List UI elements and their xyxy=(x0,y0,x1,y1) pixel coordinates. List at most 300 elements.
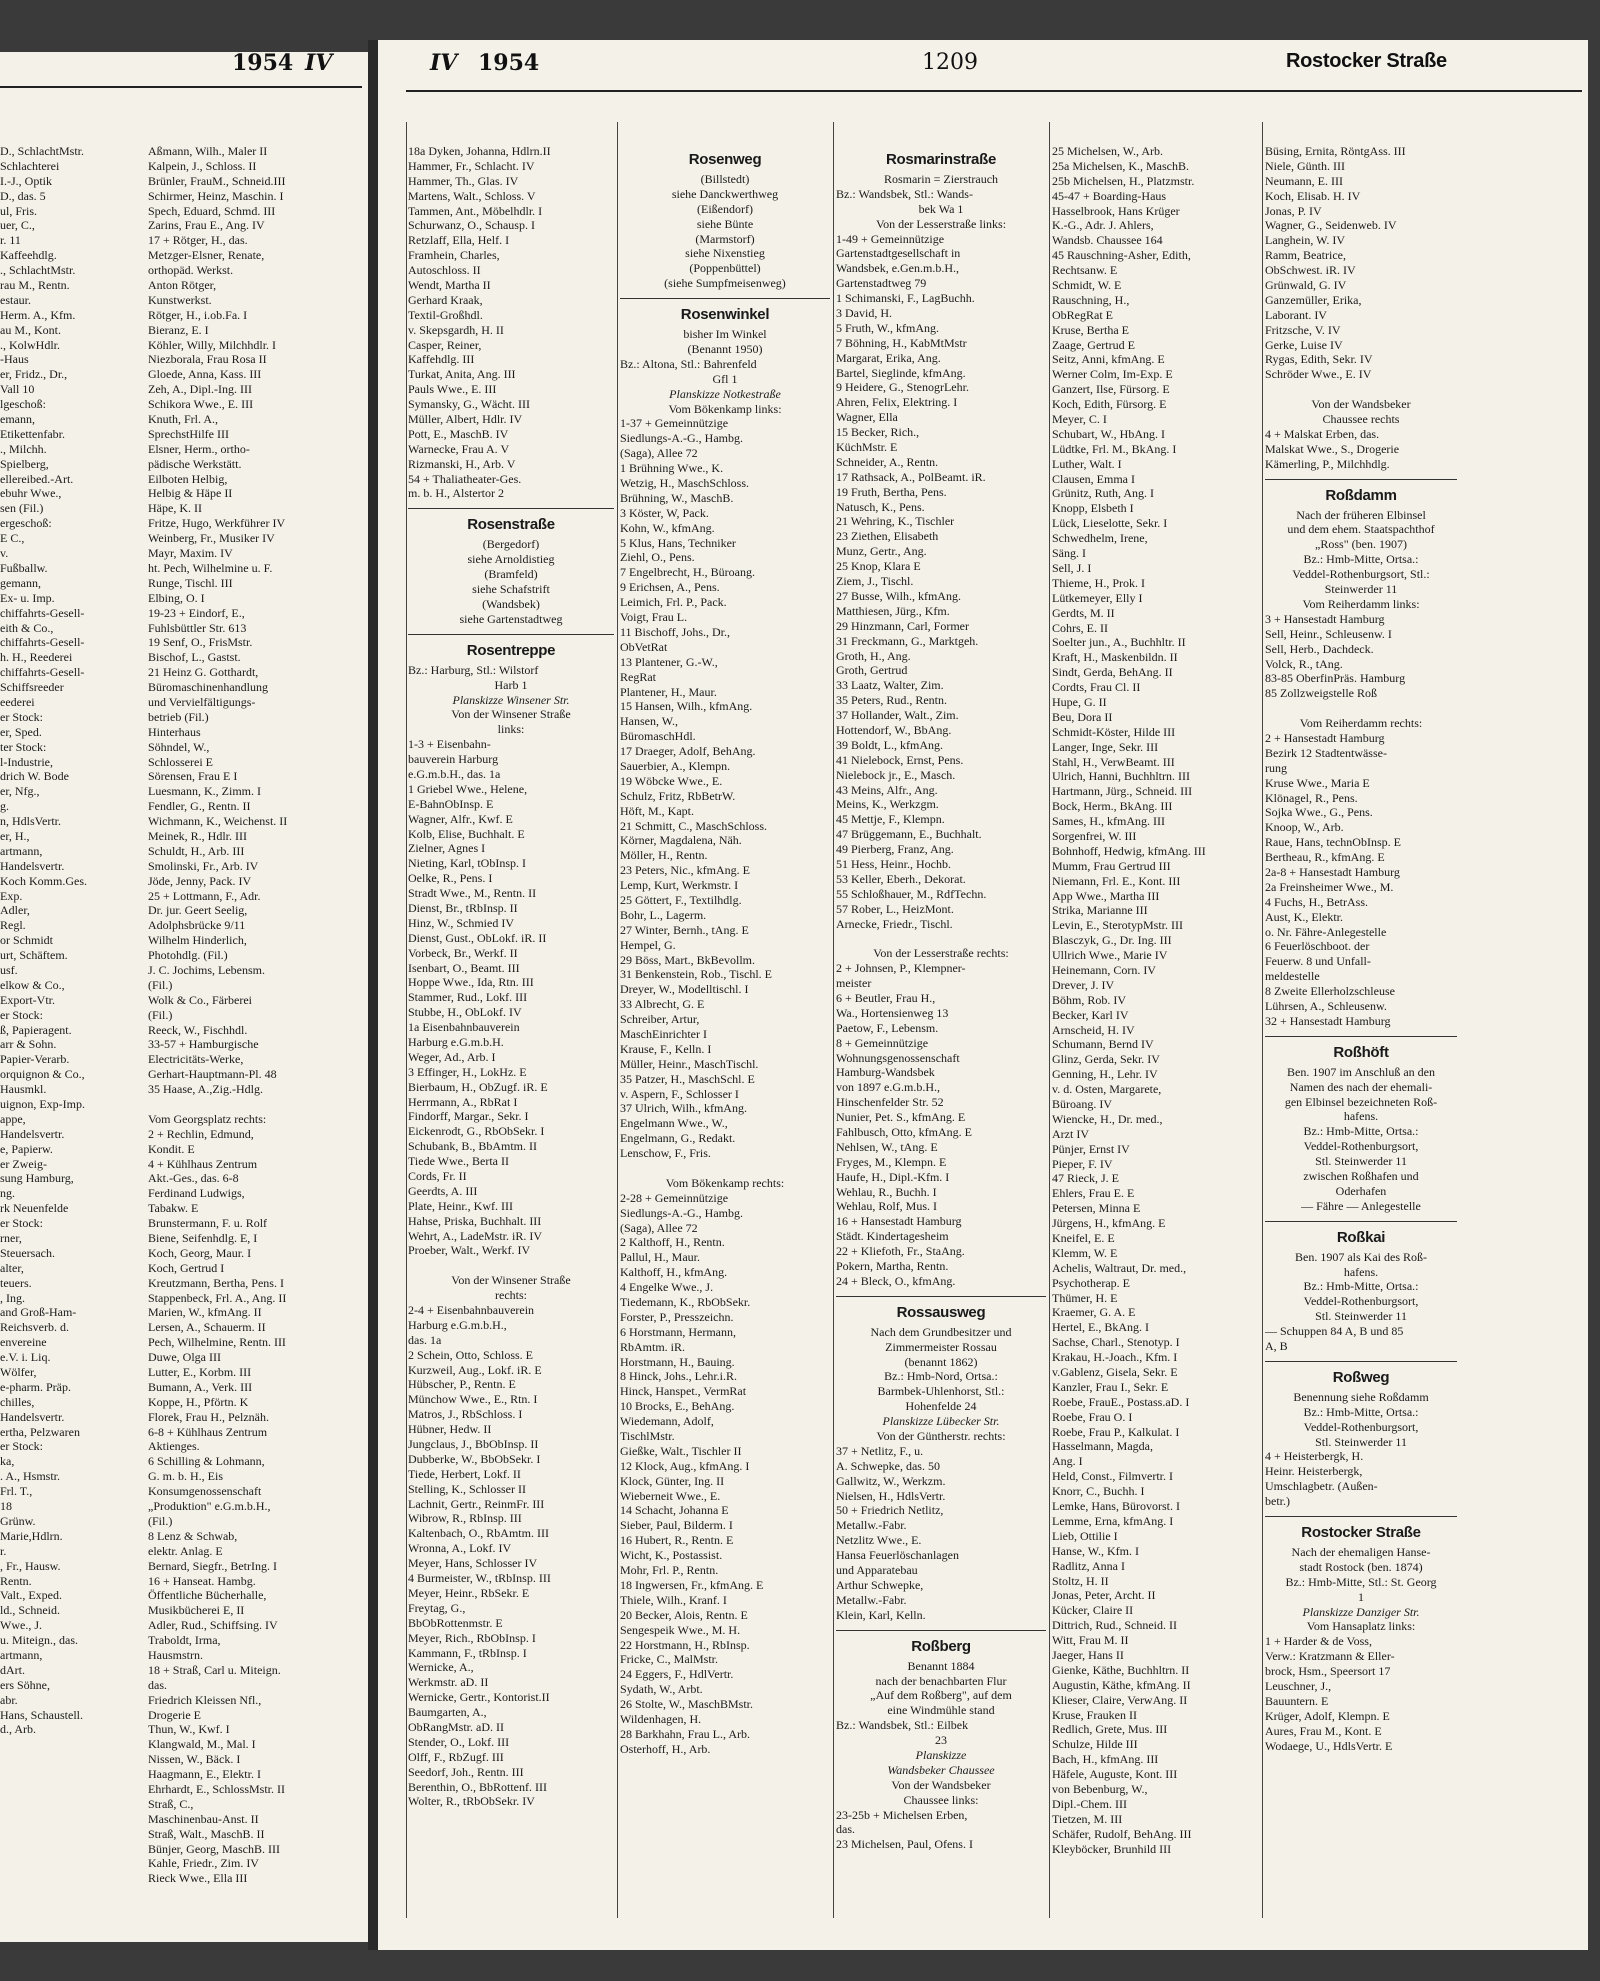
directory-entry: 13 Plantener, G.-W., xyxy=(620,654,718,669)
directory-entry: Schlosserei E xyxy=(148,754,213,769)
directory-entry: Kondit. E xyxy=(148,1141,195,1156)
directory-entry: Tiede, Herbert, Lokf. II xyxy=(408,1466,521,1481)
directory-entry: uer, C., xyxy=(0,218,35,233)
directory-entry: Hansa Feuerlöschanlagen xyxy=(836,1548,959,1563)
directory-entry: Schröder Wwe., E. IV xyxy=(1265,367,1372,382)
directory-entry: Köhler, Willy, Milchhdlr. I xyxy=(148,337,277,352)
directory-entry: 1 + Harder & de Voss, xyxy=(1265,1634,1372,1649)
directory-entry: Knopp, Elsbeth I xyxy=(1052,501,1134,516)
directory-entry: emann, xyxy=(0,412,35,427)
directory-entry: Kurzweil, Aug., Lokf. iR. E xyxy=(408,1362,542,1377)
directory-entry: ebuhr Wwe., xyxy=(0,486,62,501)
directory-entry: Neumann, E. III xyxy=(1265,173,1343,188)
directory-entry: Leimich, Frl. P., Pack. xyxy=(620,595,727,610)
street-heading: Rostocker Straße xyxy=(1301,1524,1421,1542)
directory-entry: Wagner, G., Seidenweb. IV xyxy=(1265,218,1397,233)
directory-entry: Wildenhagen, H. xyxy=(620,1711,702,1726)
directory-entry: Lemp, Kurt, Werkmstr. I xyxy=(620,878,739,893)
directory-entry: Wibrow, R., RbInsp. III xyxy=(408,1511,522,1526)
directory-entry: Feuerw. 8 und Unfall- xyxy=(1265,954,1371,969)
directory-entry: Dittrich, Rud., Schneid. II xyxy=(1052,1618,1177,1633)
directory-entry: Laborant. IV xyxy=(1265,307,1327,322)
right-column-4 xyxy=(1052,144,1260,1856)
directory-entry: Psychotherap. E xyxy=(1052,1275,1130,1290)
directory-entry: ObRangMstr. aD. II xyxy=(408,1719,504,1734)
directory-entry: Wa., Hortensienweg 13 xyxy=(836,1005,949,1020)
directory-entry: Petersen, Minna E xyxy=(1052,1201,1141,1216)
directory-entry: Forster, P., Presszeichn. xyxy=(620,1309,734,1324)
directory-entry: Cordts, Frau Cl. II xyxy=(1052,680,1141,695)
directory-entry: and Groß-Ham- xyxy=(0,1305,77,1320)
directory-entry: Ziehl, O., Pens. xyxy=(620,550,695,565)
directory-entry: Raue, Hans, technObInsp. E xyxy=(1265,835,1401,850)
directory-entry: Osterhoff, H., Arb. xyxy=(620,1741,711,1756)
directory-entry: 3 + Hansestadt Hamburg xyxy=(1265,611,1385,626)
directory-entry: Bartel, Sieglinde, kfmAng. xyxy=(836,365,966,380)
directory-entry: 1-3 + Eisenbahn- xyxy=(408,737,491,752)
directory-entry: Rizmanski, H., Arb. V xyxy=(408,456,516,471)
directory-entry: Bz.: Wandsbek, Stl.: Wands- xyxy=(836,186,973,201)
directory-entry: Handelsvertr. xyxy=(0,858,65,873)
directory-entry: E-BahnObInsp. E xyxy=(408,796,494,811)
directory-entry: Fritzsche, V. IV xyxy=(1265,322,1341,337)
directory-entry: Ex- u. Imp. xyxy=(0,590,55,605)
centered-note: Bz.: Hmb-Mitte, Ortsa.: xyxy=(1303,1279,1419,1294)
directory-entry: 8 + Gemeinnützige xyxy=(836,1035,929,1050)
directory-entry: Sauerbier, A., Klempn. xyxy=(620,758,731,773)
directory-entry: Schubank, B., BbAmtm. II xyxy=(408,1139,537,1154)
directory-entry: rk Neuenfelde xyxy=(0,1201,69,1216)
directory-entry: Natusch, K., Pens. xyxy=(836,499,925,514)
directory-entry: 37 Ulrich, Wilh., kfmAng. xyxy=(620,1101,747,1116)
directory-entry: 29 Böss, Mart., BkBevollm. xyxy=(620,952,756,967)
directory-entry: envereine xyxy=(0,1335,47,1350)
directory-entry: 23 Peters, Nic., kfmAng. E xyxy=(620,863,750,878)
directory-entry: Meyer, Rich., RbObInsp. I xyxy=(408,1630,536,1645)
directory-entry: Werkmstr. aD. II xyxy=(408,1675,489,1690)
directory-entry: Schneider, A., Rentn. xyxy=(836,454,939,469)
directory-entry: 5 Fruth, W., kfmAng. xyxy=(836,320,940,335)
directory-entry: chilles, xyxy=(0,1394,35,1409)
centered-note: Hohenfelde 24 xyxy=(905,1399,977,1414)
directory-entry: ter Stock: xyxy=(0,739,47,754)
directory-entry: Reichsverb. d. xyxy=(0,1320,69,1335)
centered-note: siehe Bünte xyxy=(696,216,754,231)
centered-note: Von der Winsener Straße xyxy=(451,1273,571,1288)
plan-sketch-note: Planskizze Winsener Str. xyxy=(452,692,570,707)
directory-entry: 55 Schloßhauer, M., RdfTechn. xyxy=(836,886,987,901)
directory-entry: Sengespeik Wwe., M. H. xyxy=(620,1622,741,1637)
directory-entry: 9 Erichsen, A., Pens. xyxy=(620,580,720,595)
directory-entry: Augustin, Käthe, kfmAng. II xyxy=(1052,1677,1191,1692)
directory-entry: Fricke, C., MalMstr. xyxy=(620,1652,718,1667)
centered-note: stadt Rostock (ben. 1874) xyxy=(1299,1559,1423,1574)
directory-entry: Aures, Frau M., Kont. E xyxy=(1265,1723,1382,1738)
directory-entry: Kolb, Elise, Buchhalt. E xyxy=(408,826,525,841)
directory-entry: Brunstermann, F. u. Rolf xyxy=(148,1216,268,1231)
directory-entry: 7 Böhning, H., KabMtMstr xyxy=(836,335,967,350)
directory-entry: Matros, J., RbSchloss. I xyxy=(408,1407,523,1422)
directory-entry: Kruse, Bertha E xyxy=(1052,322,1129,337)
directory-entry: lgeschoß: xyxy=(0,397,46,412)
centered-note: Ben. 1907 als Kai des Roß- xyxy=(1295,1249,1427,1264)
directory-entry: Kaffeehdlg. xyxy=(0,248,57,263)
directory-entry: 16 + Hanseat. Hambg. xyxy=(148,1573,256,1588)
directory-entry: Hans, Schaustell. xyxy=(0,1707,83,1722)
centered-note: „Ross" (ben. 1907) xyxy=(1315,537,1407,552)
directory-entry: Siedlungs-A.-G., Hambg. xyxy=(620,1205,743,1220)
centered-note: Chaussee links: xyxy=(903,1792,979,1807)
directory-entry: Klemm, W. E xyxy=(1052,1245,1118,1260)
directory-entry: Exp. xyxy=(0,888,23,903)
directory-entry: Adler, xyxy=(0,903,30,918)
directory-entry: 4 Burmeister, W., tRbInsp. III xyxy=(408,1571,551,1586)
directory-entry: 6-8 + Kühlhaus Zentrum xyxy=(148,1424,268,1439)
directory-entry: Bischof, L., Gastst. xyxy=(148,650,241,665)
directory-entry: 27 Winter, Bernh., tAng. E xyxy=(620,922,749,937)
directory-entry: g. xyxy=(0,799,9,814)
centered-note: Barmbek-Uhlenhorst, Stl.: xyxy=(877,1384,1005,1399)
directory-entry: Engelmann Wwe., W., xyxy=(620,1116,728,1131)
directory-entry: sung Hamburg, xyxy=(0,1171,74,1186)
centered-note: (siehe Sumpfmeisenweg) xyxy=(664,276,786,291)
directory-entry: Büromaschinenhandlung xyxy=(148,680,268,695)
directory-entry: Schumann, Bernd IV xyxy=(1052,1037,1154,1052)
directory-entry: Hammer, Th., Glas. IV xyxy=(408,173,519,188)
directory-entry: Gerdts, M. II xyxy=(1052,605,1115,620)
directory-entry: Traboldt, Irma, xyxy=(148,1633,221,1648)
directory-entry: Dipl.-Chem. III xyxy=(1052,1796,1127,1811)
directory-entry: Gienke, Käthe, Buchhltrn. II xyxy=(1052,1662,1190,1677)
directory-entry: Etikettenfabr. xyxy=(0,426,65,441)
centered-note: siehe Schafstrift xyxy=(472,582,550,597)
directory-entry: Wehlau, Rolf, Mus. I xyxy=(836,1199,938,1214)
directory-entry: ld., Schneid. xyxy=(0,1603,60,1618)
directory-entry: ObRegRat E xyxy=(1052,307,1113,322)
directory-entry: Tiede Wwe., Berta II xyxy=(408,1154,509,1169)
directory-entry: Bieranz, E. I xyxy=(148,322,209,337)
directory-entry: er, Fridz., Dr., xyxy=(0,367,68,382)
directory-entry: 45 Mettje, F., Klempn. xyxy=(836,812,945,827)
directory-entry: Plantener, H., Maur. xyxy=(620,684,717,699)
centered-note: (Wandsbek) xyxy=(482,596,540,611)
plan-sketch-note: Planskizze Notkestraße xyxy=(669,386,781,401)
centered-note: Vom Bökenkamp links: xyxy=(668,401,782,416)
directory-entry: au M., Kont. xyxy=(0,322,61,337)
directory-entry: 21 Wehring, K., Tischler xyxy=(836,514,955,529)
directory-entry: Electricitäts-Werke, xyxy=(148,1052,244,1067)
directory-entry: Hinz, W., Schmied IV xyxy=(408,915,514,930)
directory-entry: Wiencke, H., Dr. med., xyxy=(1052,1111,1163,1126)
directory-entry: Sell, Heinr., Schleusenw. I xyxy=(1265,626,1392,641)
directory-entry: 23-25b + Michelsen Erben, xyxy=(836,1807,968,1822)
directory-entry: D., das. 5 xyxy=(0,188,46,203)
directory-entry: Klein, Karl, Kelln. xyxy=(836,1607,926,1622)
centered-note: „Auf dem Roßberg", auf dem xyxy=(870,1688,1012,1703)
directory-entry: Fahlbusch, Otto, kfmAng. E xyxy=(836,1125,972,1139)
directory-entry: Roebe, Frau O. I xyxy=(1052,1409,1133,1424)
directory-entry: 37 Hollander, Walt., Zim. xyxy=(836,708,959,723)
directory-entry: (Saga), Allee 72 xyxy=(620,446,698,461)
directory-entry: Koppe, H., Pförtn. K xyxy=(148,1394,249,1409)
directory-entry: Schmidt-Köster, Hilde III xyxy=(1052,724,1176,739)
directory-entry: MaschEinrichter I xyxy=(620,1026,707,1041)
directory-entry: 21 Schmitt, C., MaschSchloss. xyxy=(620,818,768,833)
centered-note: Namen des nach der ehemali- xyxy=(1289,1079,1433,1094)
directory-entry: Wernicke, Gertr., Kontorist.II xyxy=(408,1690,550,1705)
left-column-b xyxy=(148,144,360,1886)
left-page-volume: IV xyxy=(305,50,333,76)
directory-entry: Rygas, Edith, Sekr. IV xyxy=(1265,352,1373,367)
centered-note: Harb 1 xyxy=(494,677,528,692)
directory-entry: Schreiber, Artur, xyxy=(620,1012,700,1027)
directory-entry: v. Skepsgardh, H. II xyxy=(408,322,504,337)
directory-entry: Warnecke, Frau A. V xyxy=(408,441,510,456)
directory-entry: 35 Patzer, H., MaschSchl. E xyxy=(620,1071,755,1086)
directory-entry: Ferdinand Ludwigs, xyxy=(148,1186,245,1201)
right-column-1 xyxy=(408,144,614,1809)
directory-entry: Glinz, Gerda, Sekr. IV xyxy=(1052,1052,1160,1067)
directory-entry: bauverein Harburg xyxy=(408,752,499,767)
running-street-title: Rostocker Straße xyxy=(1286,50,1447,72)
directory-entry: 1-37 + Gemeinnützige xyxy=(620,416,729,431)
directory-entry: Berenthin, O., BbRottenf. III xyxy=(408,1779,547,1794)
directory-entry: Kaltenbach, O., RbAmtm. III xyxy=(408,1526,549,1541)
directory-entry: Lenschow, F., Fris. xyxy=(620,1146,711,1161)
directory-entry: rung xyxy=(1265,760,1287,775)
directory-entry: Knorr, C., Buchh. I xyxy=(1052,1484,1145,1499)
directory-entry: 27 Busse, Wilh., kfmAng. xyxy=(836,588,961,603)
centered-note: eine Windmühle stand xyxy=(887,1703,995,1718)
directory-entry: ht. Pech, Wilhelmine u. F. xyxy=(148,560,273,575)
directory-entry: 5 Klus, Hans, Techniker xyxy=(620,535,736,550)
directory-entry: Kraemer, G. A. E xyxy=(1052,1305,1136,1320)
directory-entry: er Stock: xyxy=(0,1007,43,1022)
directory-entry: 2-28 + Gemeinnützige xyxy=(620,1190,729,1205)
left-page-year: 1954 xyxy=(232,50,294,76)
directory-entry: Turkat, Anita, Ang. III xyxy=(408,367,516,382)
directory-entry: Stelling, K., Schlosser II xyxy=(408,1481,526,1496)
directory-entry: Wagner, Ella xyxy=(836,410,898,425)
directory-entry: 47 Brüggemann, E., Buchhalt. xyxy=(836,827,982,842)
directory-entry: Häpe, K. II xyxy=(148,501,202,516)
directory-entry: Ziem, J., Tischl. xyxy=(836,574,914,589)
directory-entry: Heinr. Heisterbergk, xyxy=(1265,1464,1363,1479)
directory-entry: Vall 10 xyxy=(0,382,35,397)
directory-entry: Jaeger, Hans II xyxy=(1052,1647,1124,1662)
centered-note: siehe Danckwerthweg xyxy=(671,186,779,201)
directory-entry: Lück, Lieselotte, Sekr. I xyxy=(1052,516,1168,531)
street-heading: Rossausweg xyxy=(896,1303,986,1321)
centered-note: siehe Nixenstieg xyxy=(685,246,765,261)
directory-entry: Koch, Gertrud I xyxy=(148,1260,225,1275)
directory-entry: chiffahrts-Gesell- xyxy=(0,605,85,620)
directory-entry: Pokern, Martha, Rentn. xyxy=(836,1259,949,1274)
directory-entry: Hertel, E., BkAng. I xyxy=(1052,1320,1149,1335)
directory-entry: appe, xyxy=(0,1111,26,1126)
directory-entry: 85 Zollzweigstelle Roß xyxy=(1265,686,1377,701)
directory-entry: Langer, Inge, Sekr. III xyxy=(1052,739,1159,754)
directory-entry: Dienst, Br., tRbInsp. II xyxy=(408,900,518,915)
directory-entry: Niele, Günth. III xyxy=(1265,158,1345,173)
directory-entry: 4 Fuchs, H., BetrAss. xyxy=(1265,894,1369,909)
directory-entry: Retzlaff, Ella, Helf. I xyxy=(408,233,510,248)
directory-entry: Hottendorf, W., BbAng. xyxy=(836,722,952,737)
directory-entry: alter, xyxy=(0,1260,24,1275)
directory-entry xyxy=(148,1097,360,1112)
directory-entry: Drever, J. IV xyxy=(1052,977,1115,992)
directory-entry: A, B xyxy=(1265,1339,1288,1354)
directory-entry: Gartenstadtgesellschaft in xyxy=(836,246,961,261)
centered-note: Bz.: Hmb-Mitte, Ortsa.: xyxy=(1303,552,1419,567)
directory-entry: Adolphsbrücke 9/11 xyxy=(148,918,246,933)
directory-entry: Nunier, Pet. S., kfmAng. E xyxy=(836,1110,966,1125)
centered-note: Nach der früheren Elbinsel xyxy=(1296,507,1426,522)
directory-entry: Wohnungsgenossenschaft xyxy=(836,1050,960,1065)
directory-entry: 25 Knop, Klara E xyxy=(836,559,921,574)
directory-entry: (Fil.) xyxy=(148,977,173,992)
directory-entry: Hammer, Fr., Schlacht. IV xyxy=(408,158,535,173)
directory-entry: ka, xyxy=(0,1454,15,1469)
column-rule xyxy=(833,122,834,1918)
directory-entry: Kruse, Frauken II xyxy=(1052,1707,1137,1722)
directory-entry: Maschinenbau-Anst. II xyxy=(148,1811,259,1826)
directory-entry: Ehlers, Frau E. E xyxy=(1052,1186,1135,1201)
directory-entry: Wandsb. Chaussee 164 xyxy=(1052,233,1163,248)
directory-entry: Papier-Verarb. xyxy=(0,1052,70,1067)
directory-entry: v. d. Osten, Margarete, xyxy=(1052,1082,1162,1097)
directory-entry: Framhein, Charles, xyxy=(408,248,500,263)
directory-entry: Siedlungs-A.-G., Hambg. xyxy=(620,431,743,446)
directory-entry: Wehrt, A., LadeMstr. iR. IV xyxy=(408,1228,543,1243)
centered-note: hafens. xyxy=(1343,1109,1379,1124)
directory-entry xyxy=(836,931,1046,946)
directory-entry: Dr. jur. Geert Seelig, xyxy=(148,903,248,918)
directory-entry: chiffahrts-Gesell- xyxy=(0,665,85,680)
directory-entry: Werner Colm, Im-Exp. E xyxy=(1052,367,1173,382)
directory-entry: eith & Co., xyxy=(0,620,54,635)
directory-entry: 24 Eggers, F., HdlVertr. xyxy=(620,1667,734,1682)
directory-entry: elektr. Anlag. E xyxy=(148,1543,223,1558)
directory-entry: Häfele, Auguste, Kont. III xyxy=(1052,1767,1178,1782)
directory-entry: Klock, Günter, Ing. II xyxy=(620,1473,725,1488)
directory-entry: Malskat Wwe., S., Drogerie xyxy=(1265,441,1400,456)
directory-entry: 23 Michelsen, Paul, Ofens. I xyxy=(836,1837,973,1852)
directory-entry: Soelter jun., A., Buchhltr. II xyxy=(1052,635,1186,650)
directory-entry: Öffentliche Bücherhalle, xyxy=(148,1588,267,1603)
directory-entry: Nehlsen, W., tAng. E xyxy=(836,1139,938,1154)
directory-entry: Grünitz, Ruth, Ang. I xyxy=(1052,486,1154,501)
directory-entry: ertha, Pelzwaren xyxy=(0,1424,80,1439)
directory-entry: 25 Michelsen, W., Arb. xyxy=(1052,144,1163,158)
column-rule xyxy=(406,122,407,1918)
directory-entry: Nissen, W., Bäck. I xyxy=(148,1752,241,1767)
directory-entry: Pieper, F. IV xyxy=(1052,1156,1113,1171)
directory-entry: Klieser, Claire, VerwAng. II xyxy=(1052,1692,1188,1707)
directory-entry xyxy=(620,1161,830,1176)
directory-entry: Koch, Georg, Maur. I xyxy=(148,1245,252,1260)
directory-entry: artmann, xyxy=(0,1647,43,1662)
directory-entry: Friedrich Kleissen Nfl., xyxy=(148,1692,262,1707)
directory-entry: 37 + Netlitz, F., u. xyxy=(836,1443,924,1458)
directory-entry: Grünwald, G. IV xyxy=(1265,278,1347,293)
directory-entry: uignon, Exp-Imp. xyxy=(0,1097,85,1111)
directory-entry: 32 + Hansestadt Hamburg xyxy=(1265,1013,1391,1028)
directory-entry: Elsner, Herm., ortho- xyxy=(148,441,250,456)
directory-entry: Thun, W., Kwf. I xyxy=(148,1722,230,1737)
right-header-rule xyxy=(406,90,1582,92)
directory-entry: Hasselmann, Magda, xyxy=(1052,1439,1153,1454)
directory-entry: Müller, Albert, Hdlr. IV xyxy=(408,412,523,427)
directory-entry: v. Aspern, F., Schlosser I xyxy=(620,1086,739,1101)
column-rule xyxy=(617,122,618,1918)
directory-entry: Handelsvertr. xyxy=(0,1126,65,1141)
directory-entry: SprechstHilfe III xyxy=(148,426,229,441)
directory-entry: Klangwald, M., Mal. I xyxy=(148,1737,256,1752)
directory-entry: Volck, R., tAng. xyxy=(1265,656,1343,671)
directory-entry: Wendt, Martha II xyxy=(408,278,491,293)
section-divider xyxy=(1265,1516,1457,1517)
directory-entry: Straß, C., xyxy=(148,1796,194,1811)
centered-note: (Billstedt) xyxy=(700,172,750,186)
directory-entry: Rentn. xyxy=(0,1573,32,1588)
directory-entry: 18a Dyken, Johanna, Hdlrn.II xyxy=(408,144,551,158)
directory-entry: Rauschning, H., xyxy=(1052,292,1130,307)
directory-entry: — Schuppen 84 A, B und 85 xyxy=(1265,1324,1404,1339)
directory-entry: Gallwitz, W., Werkzm. xyxy=(836,1473,946,1488)
directory-entry: Bohr, L., Lagerm. xyxy=(620,907,707,922)
directory-entry: 6 Horstmann, Hermann, xyxy=(620,1324,736,1339)
centered-note: Veddel-Rothenburgsort, xyxy=(1303,1419,1419,1434)
directory-entry: n, HdlsVertr. xyxy=(0,814,61,829)
directory-entry: 2 Schein, Otto, Schloss. E xyxy=(408,1347,533,1362)
directory-entry: Heinemann, Corn. IV xyxy=(1052,962,1156,977)
directory-entry: Arzt IV xyxy=(1052,1126,1089,1141)
directory-entry: arr & Sohn. xyxy=(0,1037,57,1052)
directory-entry: Wodaege, U., HdlsVertr. E xyxy=(1265,1738,1393,1753)
directory-entry: -Haus xyxy=(0,352,29,367)
directory-entry: Stahl, H., VerwBeamt. III xyxy=(1052,754,1175,769)
directory-entry: er, Sped. xyxy=(0,724,42,739)
directory-entry: 1 Brühning Wwe., K. xyxy=(620,461,724,476)
directory-entry: Freytag, G., xyxy=(408,1600,466,1615)
section-divider xyxy=(836,1630,1046,1631)
directory-entry: ObVetRat xyxy=(620,639,668,654)
directory-entry: Casper, Reiner, xyxy=(408,337,482,352)
directory-entry: 20 Becker, Alois, Rentn. E xyxy=(620,1607,748,1622)
directory-entry: 7 Engelbrecht, H., Büroang. xyxy=(620,565,755,580)
directory-entry: Hupe, G. II xyxy=(1052,694,1107,709)
centered-note: Steinwerder 11 xyxy=(1324,582,1398,597)
directory-entry: Lutter, E., Korbm. III xyxy=(148,1365,252,1380)
directory-entry: or Schmidt xyxy=(0,933,53,948)
directory-entry: 1 Griebel Wwe., Helene, xyxy=(408,781,528,796)
directory-entry: Blasczyk, G., Dr. Ing. III xyxy=(1052,933,1172,948)
centered-note: Gfl 1 xyxy=(712,371,738,386)
street-heading: Rosmarinstraße xyxy=(885,151,996,168)
directory-entry: Levin, E., SterotypMstr. III xyxy=(1052,918,1183,933)
directory-entry: (Fil.) xyxy=(148,1007,173,1022)
directory-entry: Vorbeck, Br., Werkf. II xyxy=(408,945,518,960)
directory-entry: Zeh, A., Dipl.-Ing. III xyxy=(148,382,252,397)
centered-note: (benannt 1862) xyxy=(904,1354,978,1369)
centered-note: Rosmarin = Zierstrauch xyxy=(883,172,999,186)
directory-entry: Harburg e.G.m.b.H., xyxy=(408,1317,507,1332)
directory-entry: Nielebock jr., E., Masch. xyxy=(836,767,956,782)
directory-entry: Kämerling, P., Milchhdlg. xyxy=(1265,456,1390,471)
centered-note: Von der Güntherstr. rechts: xyxy=(876,1429,1006,1444)
plan-sketch-note: Planskizze Danziger Str. xyxy=(1302,1604,1420,1619)
